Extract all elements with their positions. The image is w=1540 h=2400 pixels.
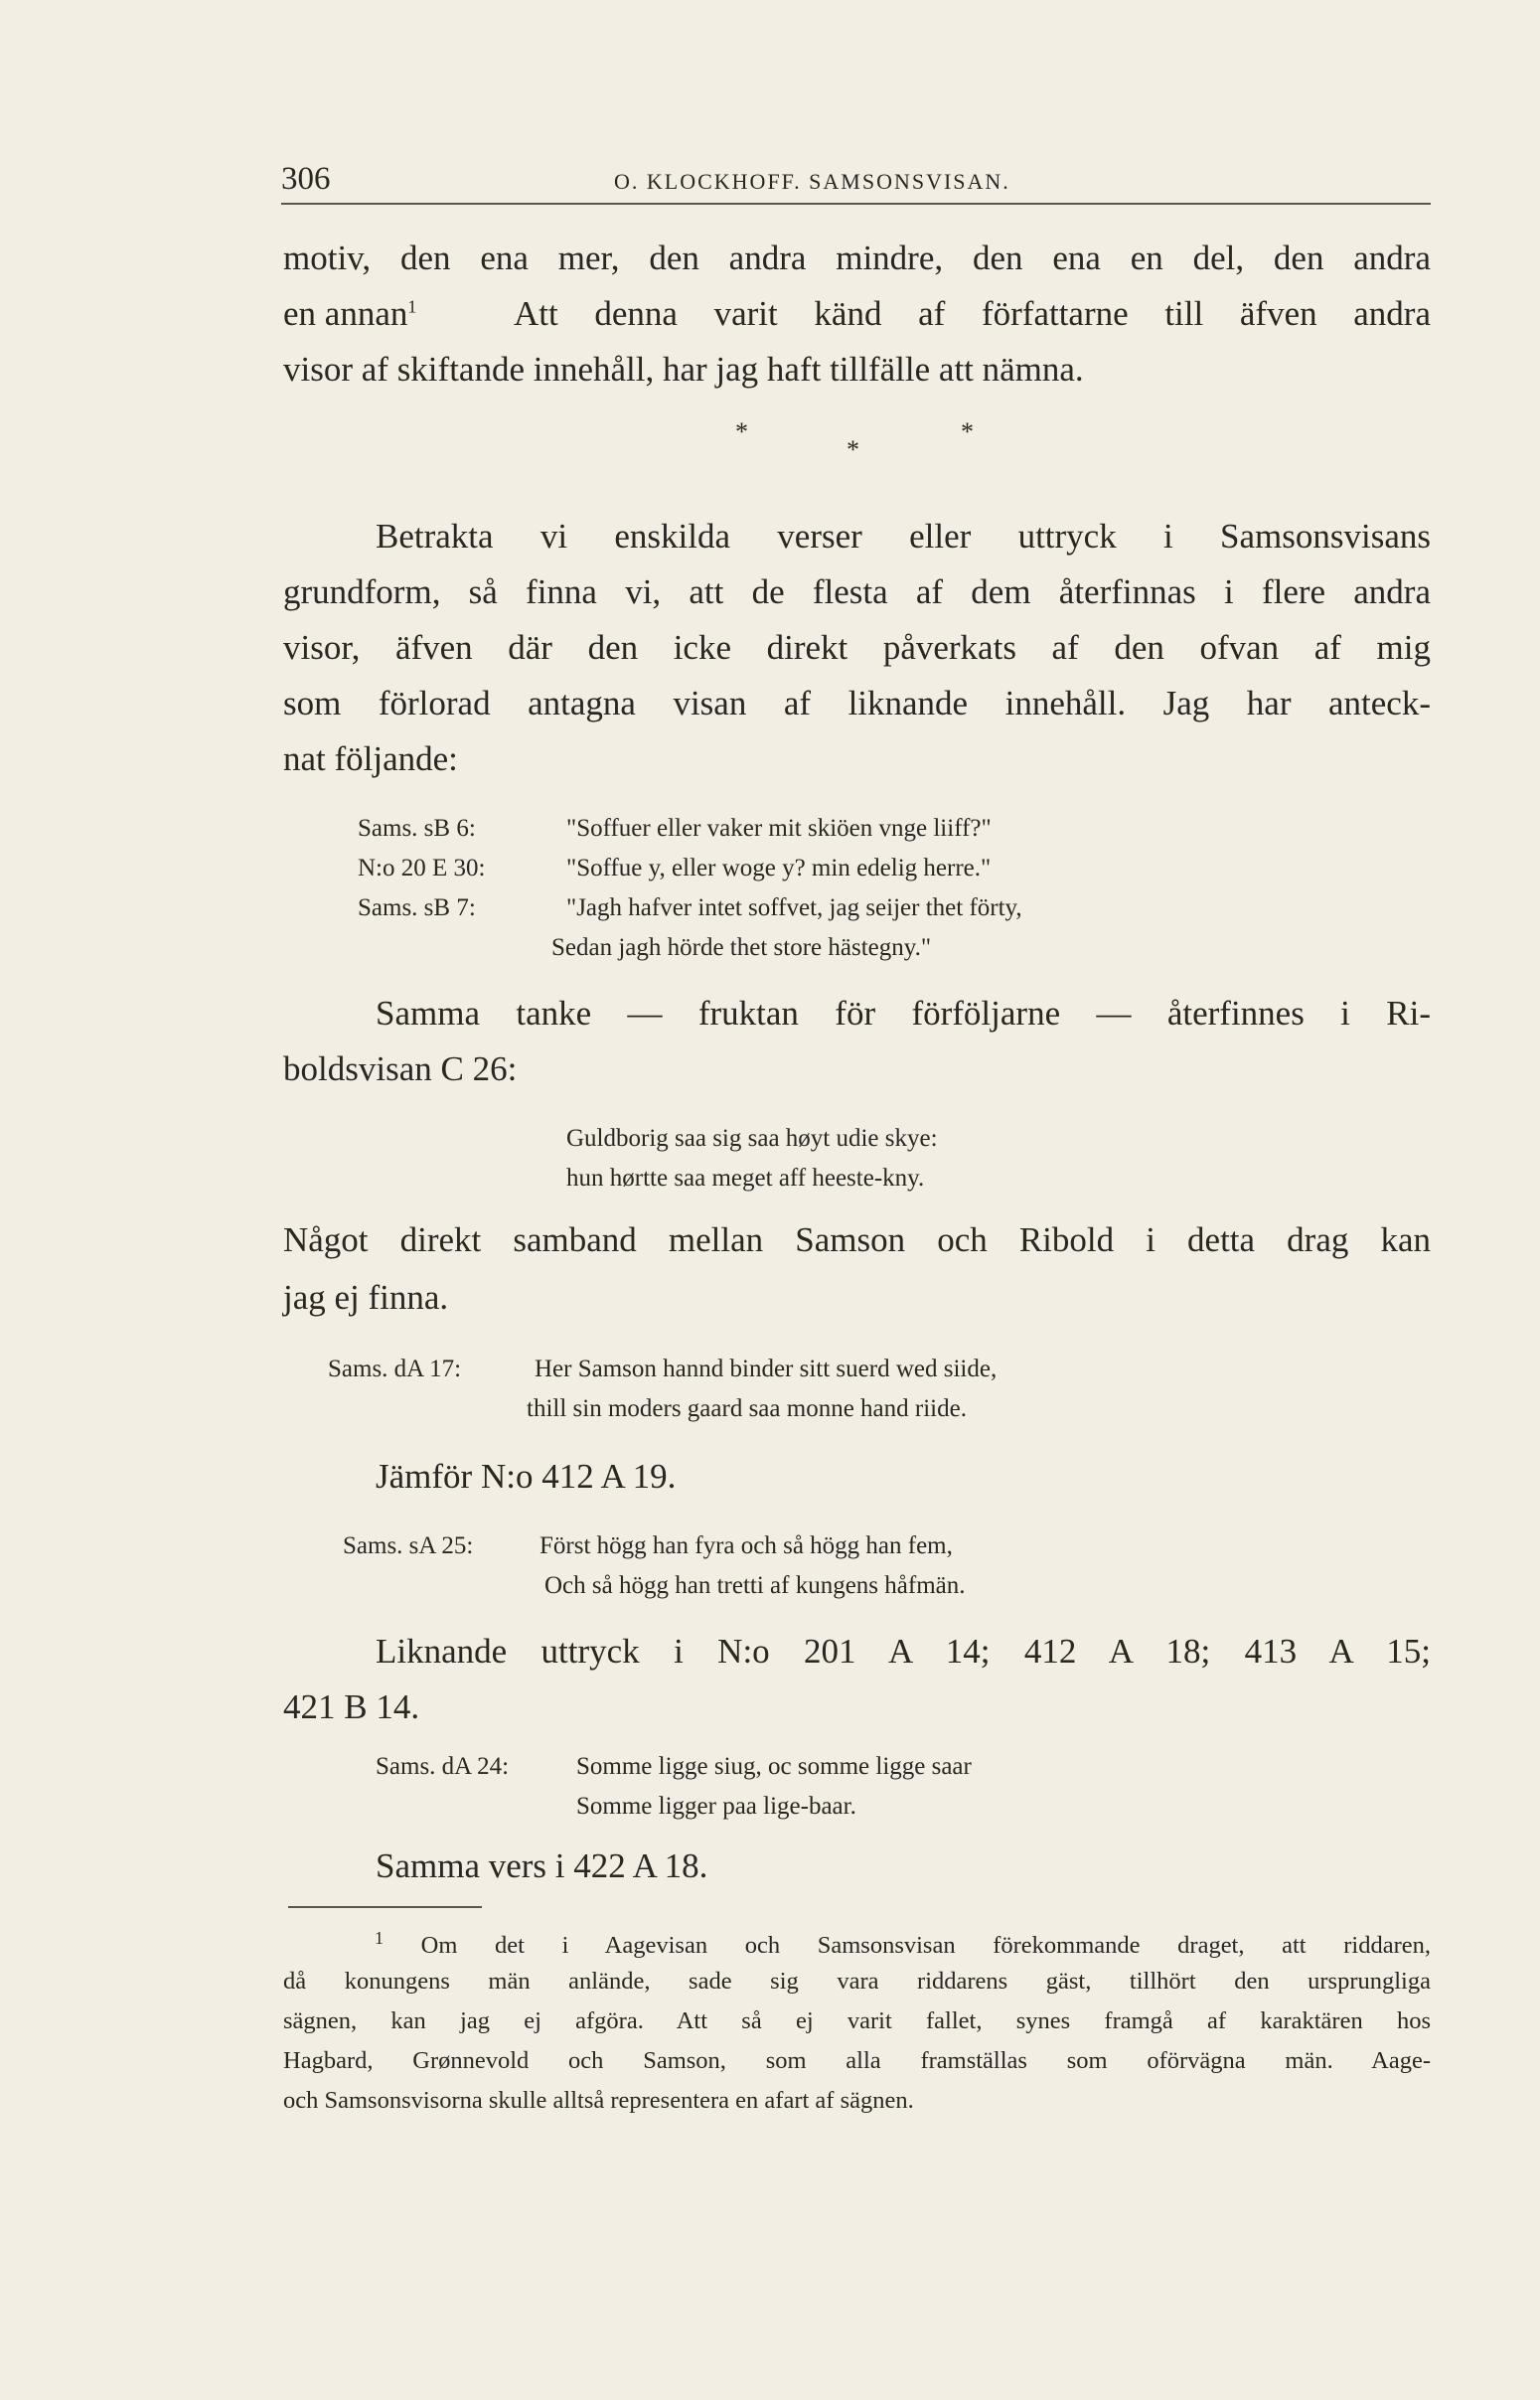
text-line: Samma tanke — fruktan för förföljarne — återfinnes i Ri- (376, 994, 1431, 1033)
quote-line: Her Samson hannd binder sitt suerd wed siide, (535, 1356, 998, 1382)
text-line: grundform, så finna vi, att de flesta af dem återfinnas i flere andra (283, 572, 1431, 611)
text-line: Att denna varit känd af författarne till äfven andra (514, 294, 1431, 333)
quote-ref: N:o 20 E 30: (358, 855, 486, 881)
quote-line: "Soffuer eller vaker mit skiöen vnge liiff?" (566, 815, 992, 842)
footnote-reference: 1 (407, 296, 417, 317)
quote-line: hun hørtte saa meget aff heeste-kny. (566, 1165, 925, 1192)
quote-line: Sedan jagh hörde thet store hästegny." (551, 934, 932, 961)
text-line: som förlorad antagna visan af liknande innehåll. Jag har anteck- (283, 684, 1431, 722)
quote-line: Somme ligger paa lige-baar. (576, 1793, 856, 1820)
text-fragment: Om det i Aagevisan och Samsonsvisan förekommande draget, att riddaren, (420, 1932, 1432, 1960)
quote-ref: Sams. sA 25: (343, 1532, 474, 1559)
separator-star: * (735, 417, 748, 446)
text-line: Liknande uttryck i N:o 201 A 14; 412 A 18; 413 A 15; (376, 1632, 1431, 1671)
quote-ref: Sams. dA 17: (328, 1356, 462, 1382)
footnote-rule (288, 1906, 482, 1908)
quote-line: "Soffue y, eller woge y? min edelig herre." (566, 855, 992, 881)
quote-line: Och så högg han tretti af kungens håfmän. (544, 1572, 966, 1599)
text-line: 421 B 14. (283, 1687, 420, 1726)
footnote-line: då konungens män anlände, sade sig vara riddarens gäst, tillhört den ursprungliga (283, 1968, 1431, 1995)
footnote-line: Hagbard, Grønnevold och Samson, som alla framställas som oförvägna män. Aage- (283, 2047, 1431, 2074)
quote-line: "Jagh hafver intet soffvet, jag seijer thet förty, (566, 894, 1022, 921)
text-line (283, 294, 416, 346)
footnote-line: och Samsonsvisorna skulle alltså representera en afart af sägnen. (283, 2087, 914, 2114)
quote-line: thill sin moders gaard saa monne hand riide. (527, 1395, 967, 1422)
text-line: nat följande: (283, 739, 458, 778)
text-line: boldsvisan C 26: (283, 1049, 518, 1088)
text-line: Något direkt samband mellan Samson och Ribold i detta drag kan (283, 1220, 1431, 1259)
text-line: motiv, den ena mer, den andra mindre, den ena en del, den andra (283, 239, 1431, 277)
running-head: O. KLOCKHOFF. SAMSONSVISAN. (614, 169, 1010, 194)
footnote-marker: 1 (375, 1928, 384, 1948)
footnote-line (375, 1928, 1431, 1960)
separator-star: * (847, 435, 859, 464)
page-number: 306 (281, 161, 331, 197)
text-line: Jämför N:o 412 A 19. (376, 1457, 677, 1496)
page-header (281, 159, 1431, 205)
quote-ref: Sams. sB 6: (358, 815, 476, 842)
footnote-line: sägnen, kan jag ej afgöra. Att så ej varit fallet, synes framgå af karaktären hos (283, 2007, 1431, 2034)
text-line: jag ej finna. (283, 1278, 449, 1317)
quote-ref: Sams. dA 24: (376, 1753, 510, 1780)
quote-line: Först högg han fyra och så högg han fem, (539, 1532, 953, 1559)
quote-line: Guldborig saa sig saa høyt udie skye: (566, 1125, 938, 1152)
quote-line: Somme ligge siug, oc somme ligge saar (576, 1753, 972, 1780)
text-line: Betrakta vi enskilda verser eller uttryck i Samsonsvisans (376, 517, 1431, 556)
separator-star: * (961, 417, 974, 446)
text-line: visor af skiftande innehåll, har jag haft tillfälle att nämna. (283, 350, 1084, 389)
text-line: Samma vers i 422 A 18. (376, 1846, 708, 1885)
text-fragment: en annan (283, 294, 408, 333)
text-line: visor, äfven där den icke direkt påverkats af den ofvan af mig (283, 628, 1431, 667)
quote-ref: Sams. sB 7: (358, 894, 476, 921)
